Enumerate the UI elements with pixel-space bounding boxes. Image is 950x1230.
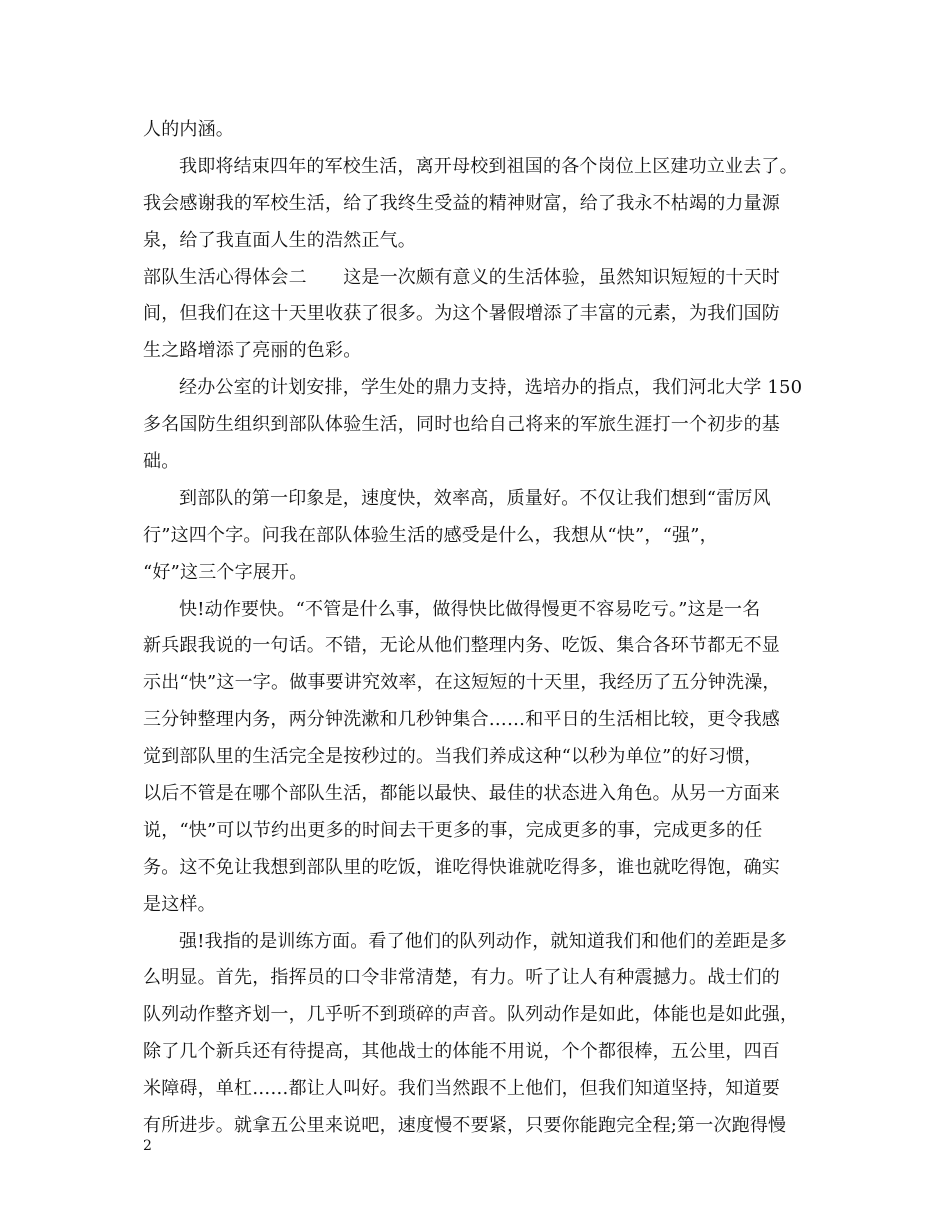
text-line: 到部队的第一印象是，速度快，效率高，质量好。不仅让我们想到“雷厉风 <box>179 487 771 509</box>
text-line: 务。这不免让我想到部队里的吃饭，谁吃得快谁就吃得多，谁也就吃得饱，确实 <box>143 856 780 878</box>
text-line: 我即将结束四年的军校生活，离开母校到祖国的各个岗位上区建功立业去了。 <box>179 155 798 177</box>
text-line: 行”这四个字。问我在部队体验生活的感受是什么，我想从“快”，“强”， <box>143 524 718 546</box>
text-line: 泉，给了我直面人生的浩然正气。 <box>143 229 416 251</box>
text-line: 快!动作要快。“不管是什么事，做得快比做得慢更不容易吃亏。”这是一名 <box>179 598 761 620</box>
page-number: 2 <box>143 1138 152 1154</box>
text-line: 以后不管是在哪个部队生活，都能以最快、最佳的状态进入角色。从另一方面来 <box>143 783 780 805</box>
text-line: 示出“快”这一字。做事要讲究效率，在这短短的十天里，我经历了五分钟洗澡， <box>143 672 781 694</box>
text-line: 础。 <box>143 451 180 473</box>
text-line: 有所进步。就拿五公里来说吧，速度慢不要紧，只要你能跑完全程;第一次跑得慢 <box>143 1115 787 1137</box>
text-line: 经办公室的计划安排，学生处的鼎力支持，选培办的指点，我们河北大学 150 <box>179 377 803 399</box>
text-line: “好”这三个字展开。 <box>143 561 308 583</box>
text-line: 队列动作整齐划一，几乎听不到琐碎的声音。队列动作是如此，体能也是如此强， <box>143 1004 799 1026</box>
text-line: 觉到部队里的生活完全是按秒过的。当我们养成这种“以秒为单位”的好习惯， <box>143 746 763 768</box>
text-line: 多名国防生组织到部队体验生活，同时也给自己将来的军旅生涯打一个初步的基 <box>143 414 780 436</box>
text-line: 三分钟整理内务，两分钟洗漱和几秒钟集合……和平日的生活相比较，更令我感 <box>143 709 780 731</box>
text-line: 生之路增添了亮丽的色彩。 <box>143 340 362 362</box>
text-line: 强!我指的是训练方面。看了他们的队列动作，就知道我们和他们的差距是多 <box>179 930 788 952</box>
text-line: 部队生活心得体会二 这是一次颇有意义的生活体验，虽然知识短短的十天时 <box>143 266 780 288</box>
text-line: 除了几个新兵还有待提高，其他战士的体能不用说，个个都很棒，五公里，四百 <box>143 1041 780 1063</box>
text-line: 么明显。首先，指挥员的口令非常清楚，有力。听了让人有种震撼力。战士们的 <box>143 967 780 989</box>
text-line: 米障碍，单杠……都让人叫好。我们当然跟不上他们，但我们知道坚持，知道要 <box>143 1078 780 1100</box>
text-line: 我会感谢我的军校生活，给了我终生受益的精神财富，给了我永不枯竭的力量源 <box>143 192 780 214</box>
text-line: 说，“快”可以节约出更多的时间去干更多的事，完成更多的事，完成更多的任 <box>143 819 763 841</box>
text-line: 是这样。 <box>143 893 216 915</box>
text-line: 间，但我们在这十天里收获了很多。为这个暑假增添了丰富的元素，为我们国防 <box>143 303 780 325</box>
document-body <box>143 112 823 1145</box>
text-line: 人的内涵。 <box>143 119 234 140</box>
text-line: 新兵跟我说的一句话。不错，无论从他们整理内务、吃饭、集合各环节都无不显 <box>143 635 780 657</box>
